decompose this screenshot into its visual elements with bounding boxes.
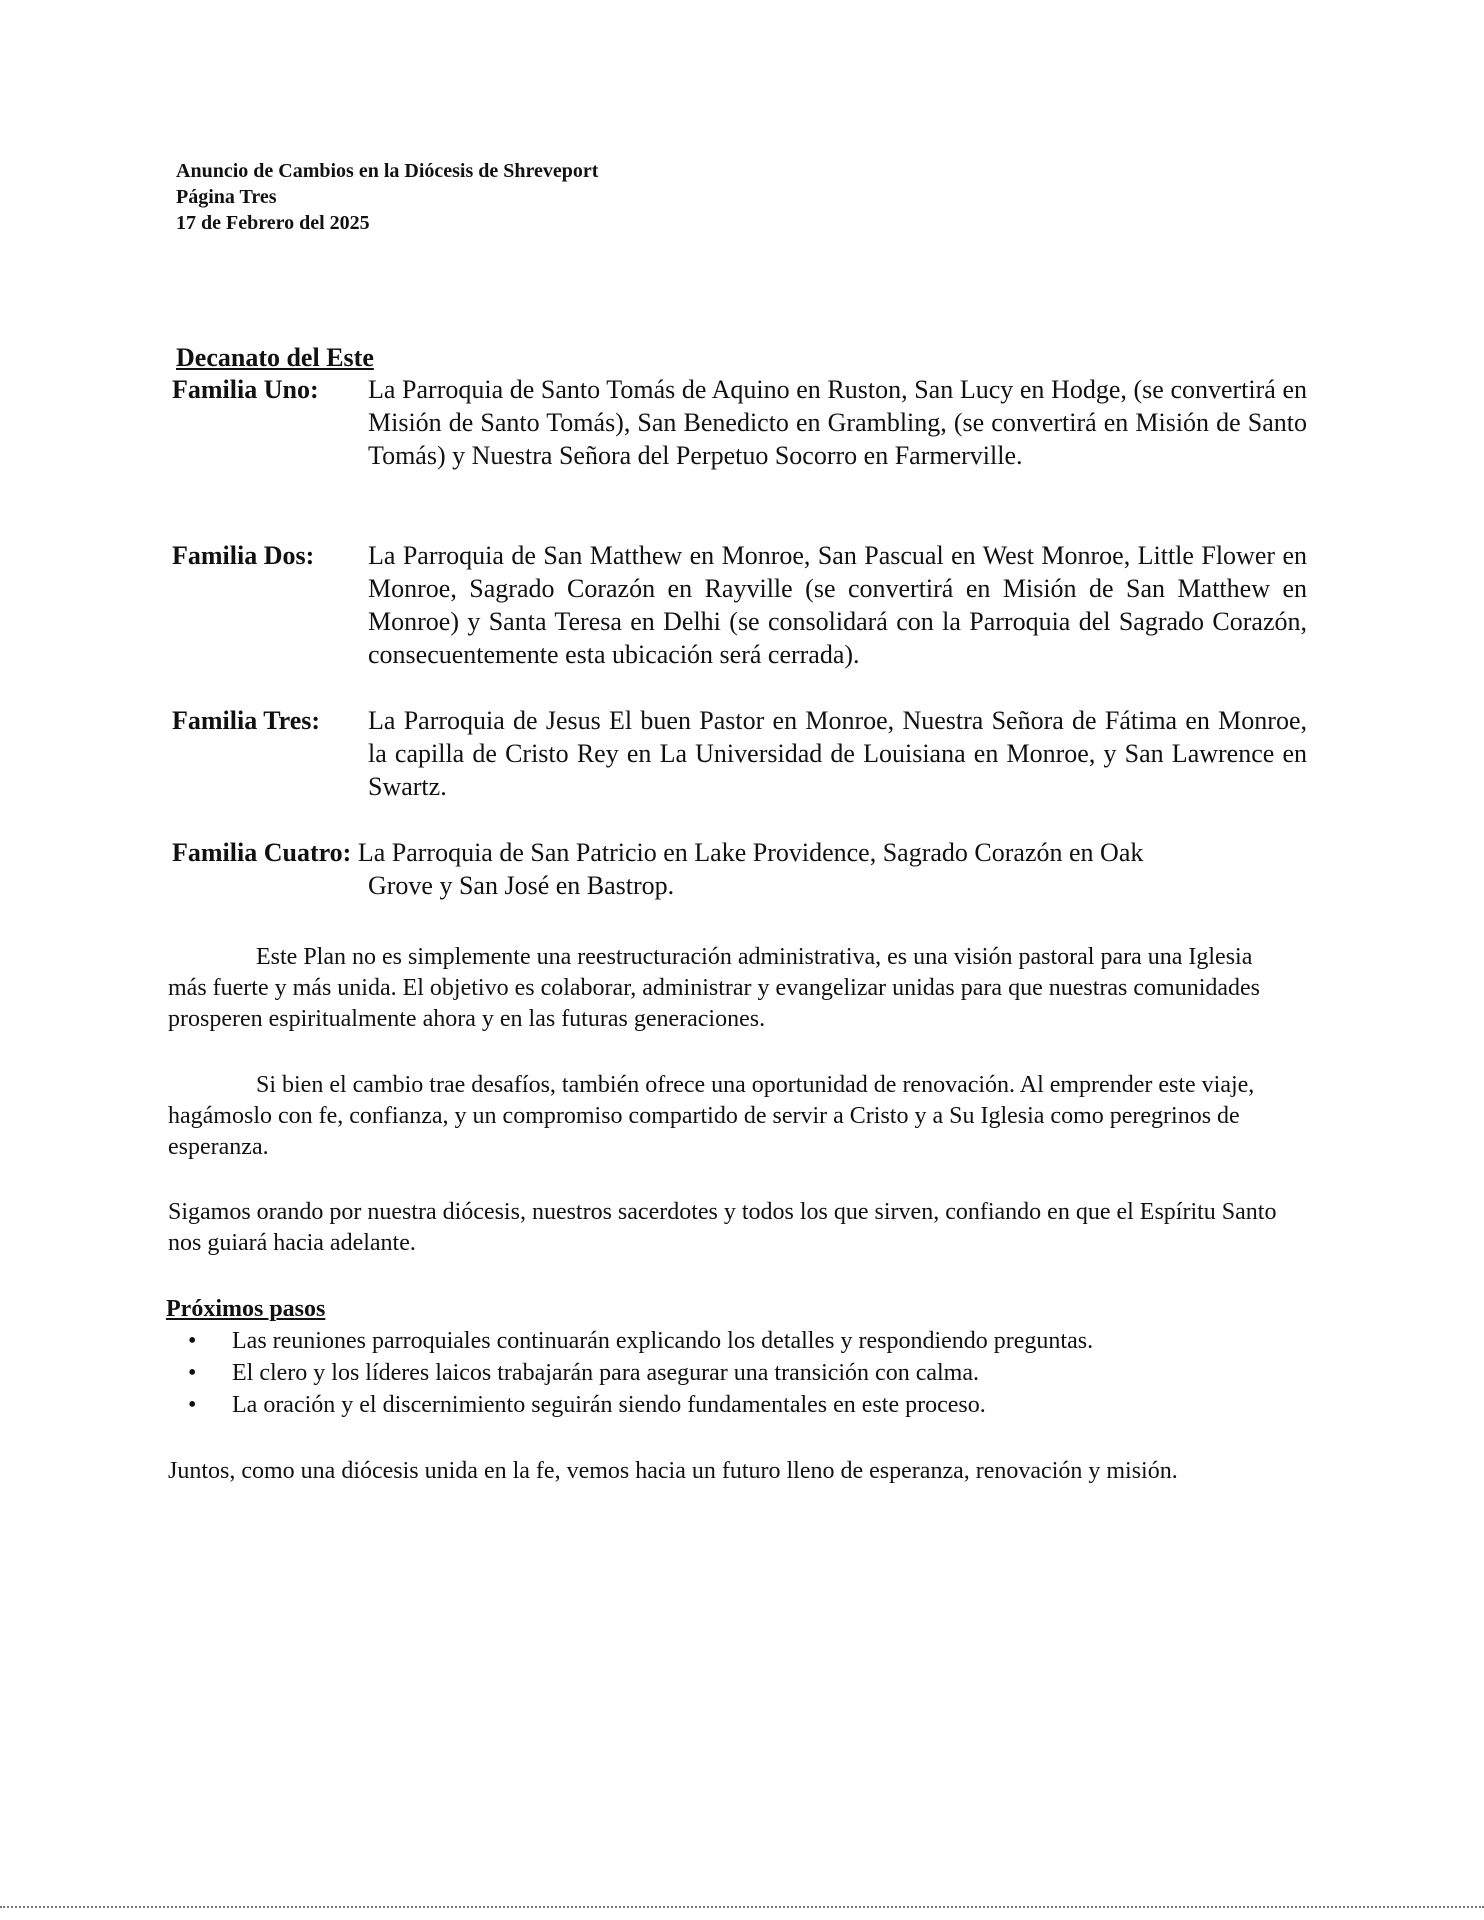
family-label: Familia Dos:: [172, 541, 315, 570]
family-label: Familia Tres:: [172, 706, 321, 735]
family-text: La Parroquia de Jesus El buen Pastor en Monroe, Nuestra Señora de Fátima en Monroe, la capilla de Cristo Rey en La Universidad de Louisiana en Monroe, y San Lawrence en Swartz.: [368, 706, 1307, 801]
family-text-rest: Grove y San José en Bastrop.: [368, 871, 675, 900]
list-item-text: El clero y los líderes laicos trabajarán para asegurar una transición con calma.: [232, 1360, 979, 1386]
bullet-icon: •: [188, 1328, 197, 1354]
scan-edge-divider: [0, 1906, 1484, 1908]
family-text: La Parroquia de San Matthew en Monroe, San Pascual en West Monroe, Little Flower en Monroe, Sagrado Corazón en Rayville (se convertirá en Misión de San Matthew en Monroe) y Santa Teresa en Delhi (se consolidará con la Parroquia del Sagrado Corazón, consecuentemente esta ubicación será cerrada).: [368, 541, 1307, 669]
family-dos: [172, 539, 1307, 671]
letterhead-date: 17 de Febrero del 2025: [176, 212, 370, 234]
section-title: Decanato del Este: [176, 343, 374, 372]
family-uno: [172, 373, 1307, 472]
letterhead: [176, 158, 598, 236]
list-item: [182, 1389, 1302, 1421]
list-item-text: La oración y el discernimiento seguirán siendo fundamentales en este proceso.: [232, 1392, 986, 1418]
paragraph-cambio: Si bien el cambio trae desafíos, también ofrece una oportunidad de renovación. Al emprender este viaje, hagámoslo con fe, confianza, y un compromiso compartido de servir a Cristo y a Su Iglesia como peregrinos de esperanza.: [168, 1072, 1255, 1160]
family-text-first: La Parroquia de San Patricio en Lake Providence, Sagrado Corazón en Oak: [357, 838, 1144, 867]
bullet-icon: •: [188, 1392, 197, 1418]
next-steps-title: Próximos pasos: [166, 1296, 326, 1322]
family-text: La Parroquia de Santo Tomás de Aquino en Ruston, San Lucy en Hodge, (se convertirá en Misión de Santo Tomás), San Benedicto en Grambling, (se convertirá en Misión de Santo Tomás) y Nuestra Señora del Perpetuo Socorro en Farmerville.: [368, 375, 1307, 470]
list-item: [182, 1325, 1302, 1357]
family-tres: [172, 704, 1307, 803]
paragraph-plan: Este Plan no es simplemente una reestructuración administrativa, es una visión pastoral para una Iglesia más fuerte y más unida. El objetivo es colaborar, administrar y evangelizar unidas para que nuestras comunidades prosperen espiritualmente ahora y en las futuras generaciones.: [168, 944, 1260, 1032]
paragraph-oracion: Sigamos orando por nuestra diócesis, nuestros sacerdotes y todos los que sirven, confiando en que el Espíritu Santo nos guiará hacia adelante.: [168, 1199, 1277, 1256]
next-steps-list: [182, 1325, 1302, 1421]
family-cuatro: [172, 836, 1307, 902]
letterhead-page: Página Tres: [176, 186, 277, 208]
paragraph-closing: Juntos, como una diócesis unida en la fe, vemos hacia un futuro lleno de esperanza, renovación y misión.: [168, 1458, 1178, 1484]
family-label: Familia Uno:: [172, 375, 319, 404]
list-item: [182, 1357, 1302, 1389]
letterhead-title: Anuncio de Cambios en la Diócesis de Shreveport: [176, 160, 599, 182]
list-item-text: Las reuniones parroquiales continuarán explicando los detalles y respondiendo preguntas.: [232, 1328, 1094, 1354]
family-label: Familia Cuatro:: [172, 838, 352, 867]
bullet-icon: •: [188, 1360, 197, 1386]
